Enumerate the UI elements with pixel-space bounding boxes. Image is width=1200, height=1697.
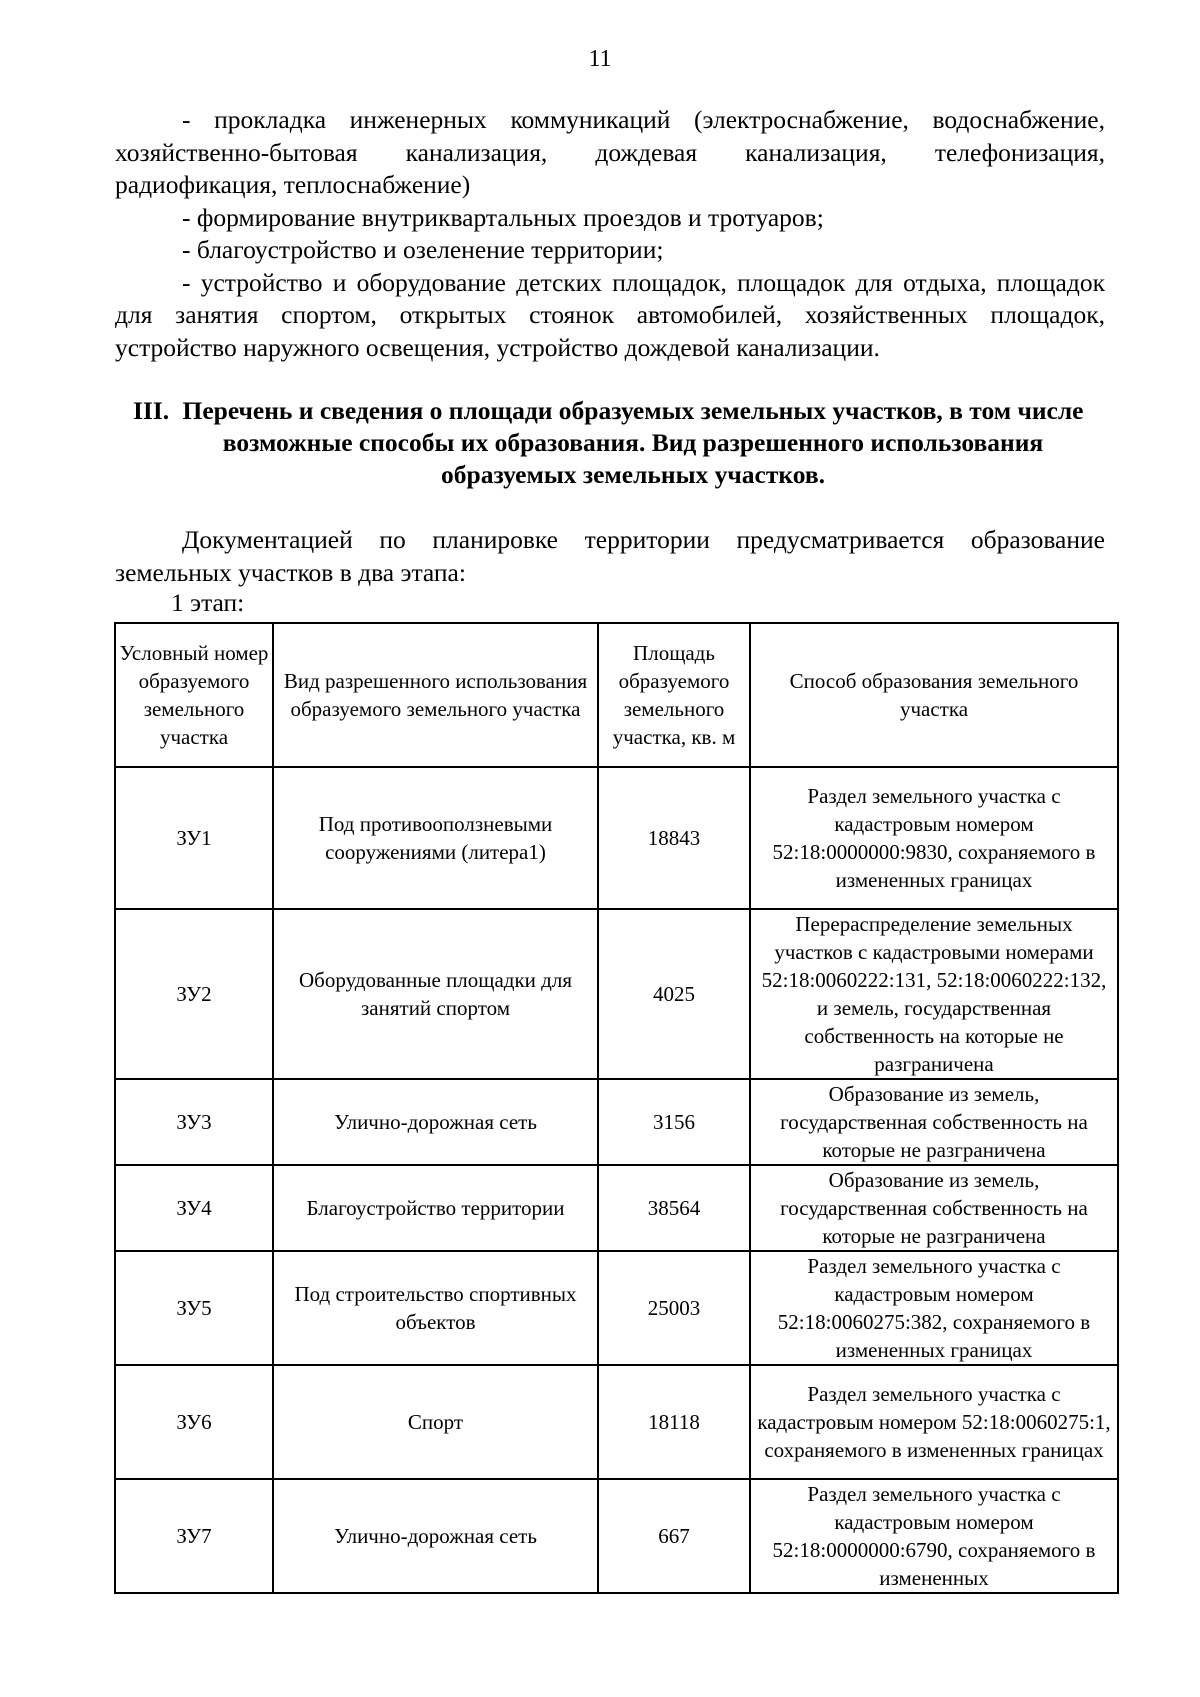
plot-use: Улично-дорожная сеть: [273, 1079, 598, 1165]
section-title: Перечень и сведения о площади образуемых земельных участков, в том числе возможные способы их образования. Вид разрешенного использования образуемых земельных участков.: [182, 396, 1084, 489]
section-number: III.: [133, 396, 170, 425]
header-permitted-use: Вид разрешенного использования образуемого земельного участка: [273, 623, 598, 767]
plot-area: 25003: [598, 1251, 750, 1365]
intro-text: Документацией по планировке территории предусматривается образование земельных участков в два этапа:: [115, 525, 1105, 587]
list-block: [115, 104, 1105, 364]
header-plot-number: Условный номер образуемого земельного участка: [115, 623, 273, 767]
plot-area: 18118: [598, 1365, 750, 1479]
plot-method: Раздел земельного участка с кадастровым номером 52:18:0060275:1, сохраняемого в измененных границах: [750, 1365, 1118, 1479]
plot-use: Под строительство спортивных объектов: [273, 1251, 598, 1365]
table-row: [115, 767, 1118, 909]
plot-method: Образование из земель, государственная собственность на которые не разграничена: [750, 1079, 1118, 1165]
plot-use: Оборудованные площадки для занятий спортом: [273, 909, 598, 1079]
plot-use: Под противооползневыми сооружениями (литера1): [273, 767, 598, 909]
plot-id: ЗУ5: [115, 1251, 273, 1365]
header-area: Площадь образуемого земельного участка, кв. м: [598, 623, 750, 767]
page-number: 11: [588, 46, 612, 72]
stage-label: 1 этап:: [171, 588, 245, 617]
plot-area: 667: [598, 1479, 750, 1593]
section-heading: [133, 395, 1088, 491]
plot-method: Перераспределение земельных участков с кадастровыми номерами 52:18:0060222:131, 52:18:0060222:132, и земель, государственная собственность на которые не разграничена: [750, 909, 1118, 1079]
plot-method: Образование из земель, государственная собственность на которые не разграничена: [750, 1165, 1118, 1251]
plot-id: ЗУ7: [115, 1479, 273, 1593]
plot-use: Спорт: [273, 1365, 598, 1479]
plot-id: ЗУ6: [115, 1365, 273, 1479]
plot-use: Улично-дорожная сеть: [273, 1479, 598, 1593]
plot-method: Раздел земельного участка с кадастровым номером 52:18:0000000:6790, сохраняемого в измененных: [750, 1479, 1118, 1593]
plot-area: 38564: [598, 1165, 750, 1251]
table-header-row: [115, 623, 1118, 767]
plot-area: 18843: [598, 767, 750, 909]
table-row: [115, 1079, 1118, 1165]
table-row: [115, 1365, 1118, 1479]
plot-id: ЗУ4: [115, 1165, 273, 1251]
plot-area: 3156: [598, 1079, 750, 1165]
list-item: - прокладка инженерных коммуникаций (электроснабжение, водоснабжение, хозяйственно-бытовая канализация, дождевая канализация, телефонизация, радиофикация, теплоснабжение): [115, 105, 1105, 199]
list-item: - благоустройство и озеленение территории;: [182, 235, 664, 264]
table-row: [115, 1251, 1118, 1365]
list-item: - формирование внутриквартальных проездов и тротуаров;: [182, 202, 824, 232]
plot-id: ЗУ1: [115, 767, 273, 909]
plot-id: ЗУ2: [115, 909, 273, 1079]
plot-use: Благоустройство территории: [273, 1165, 598, 1251]
intro-paragraph: [115, 524, 1105, 589]
table-row: [115, 909, 1118, 1079]
land-plots-table: [114, 622, 1119, 1594]
table-row: [115, 1479, 1118, 1593]
list-item: - устройство и оборудование детских площадок, площадок для отдыха, площадок для занятия спортом, открытых стоянок автомобилей, хозяйственных площадок, устройство наружного освещения, устройство дождевой канализации.: [115, 267, 1105, 362]
plot-area: 4025: [598, 909, 750, 1079]
table-row: [115, 1165, 1118, 1251]
plot-id: ЗУ3: [115, 1079, 273, 1165]
plot-method: Раздел земельного участка с кадастровым номером 52:18:0000000:9830, сохраняемого в измененных границах: [750, 767, 1118, 909]
plot-method: Раздел земельного участка с кадастровым номером 52:18:0060275:382, сохраняемого в измененных границах: [750, 1251, 1118, 1365]
header-formation-method: Способ образования земельного участка: [750, 623, 1118, 767]
